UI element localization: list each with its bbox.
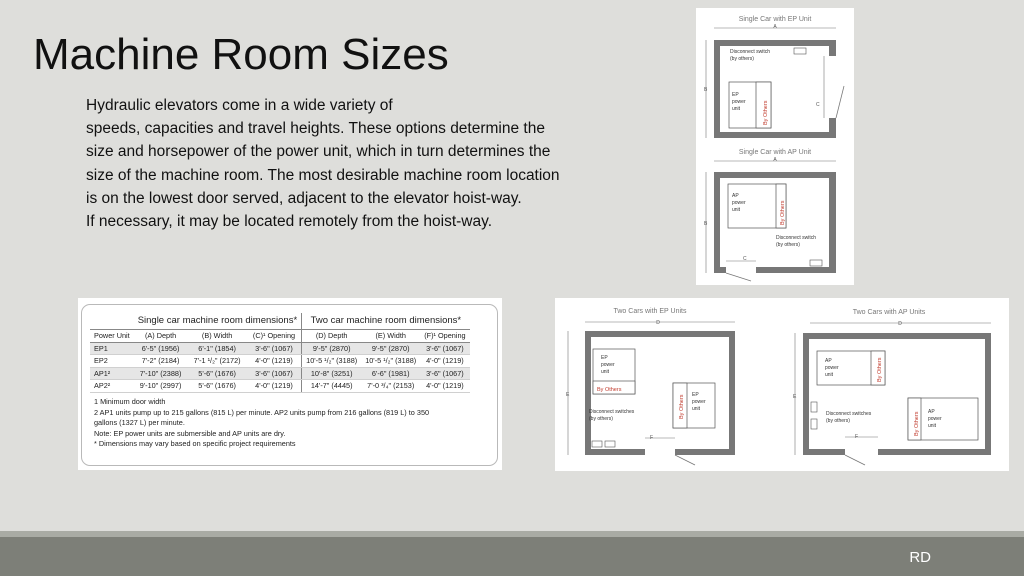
body-text: [86, 94, 631, 233]
table-cell: 5'-6" (1676): [187, 367, 246, 380]
footer-bar: [0, 531, 1024, 576]
ap-unit-label: unit: [825, 372, 834, 378]
disconnect-sub-label: (by others): [730, 56, 754, 62]
column-header: (F)¹ Opening: [420, 329, 469, 342]
table-cell: 7'-1 ¹/₂" (2172): [187, 355, 246, 368]
ap-unit-label: AP: [732, 193, 739, 199]
group-header-single: Single car machine room dimensions*: [134, 313, 302, 329]
table-cell: 4'-0" (1219): [420, 355, 469, 368]
table-cell: 9'-5" (2870): [302, 342, 362, 355]
dimensions-table-frame: [81, 304, 498, 466]
table-cell: 4'-0" (1219): [247, 355, 302, 368]
table-cell: 7'-0 ³/₄" (2153): [361, 380, 420, 393]
disconnect-sub-label: (by others): [776, 242, 800, 248]
ep-unit-label: unit: [732, 106, 741, 112]
table-note: 2 AP1 units pump up to 215 gallons (815 L) per minute. AP2 units pump from 216 gallons (819 L) to 350: [94, 407, 430, 417]
column-header: (D) Depth: [302, 329, 362, 342]
table-row: [90, 342, 470, 355]
table-cell: 5'-6" (1676): [187, 380, 246, 393]
table-cell: 4'-0" (1219): [420, 380, 469, 393]
ep-unit-label: EP: [692, 392, 699, 398]
table-note: * Dimensions may vary based on specific project requirements: [94, 439, 296, 449]
ap-unit-label: power: [825, 365, 839, 371]
dim-d-label: D: [656, 320, 660, 326]
ap-unit-label: power: [928, 416, 942, 422]
dim-e-label: E: [793, 394, 797, 400]
two-ap-caption: Two Cars with AP Units: [852, 309, 926, 316]
dim-b-label: B: [704, 221, 708, 227]
table-cell: 6'-6" (1981): [361, 367, 420, 380]
disconnect-label: Disconnect switch: [730, 49, 771, 55]
disconnect-label: Disconnect switches: [589, 409, 635, 415]
table-note: gallons (1327 L) per minute.: [94, 418, 185, 428]
disconnect-sub-label: (by others): [826, 418, 850, 424]
table-cell: EP2: [90, 355, 134, 368]
two-ep-caption: Two Cars with EP Units: [613, 308, 687, 315]
disconnect-sub-label: (by others): [589, 416, 613, 422]
dim-a-label: A: [773, 157, 777, 163]
ap-unit-label: AP: [825, 358, 832, 364]
table-cell: 7'-2" (2184): [134, 355, 188, 368]
single-car-diagrams-svg: [696, 8, 854, 285]
dim-f-label: F: [855, 434, 859, 440]
table-row: [90, 355, 470, 368]
ep-unit-label: unit: [601, 369, 610, 375]
ep-unit-label: power: [692, 399, 706, 405]
by-others-label: By Others: [597, 387, 622, 393]
dim-b-label: B: [704, 87, 708, 93]
column-header: (C)¹ Opening: [247, 329, 302, 342]
ap-unit-label: AP: [928, 409, 935, 415]
body-line: speeds, capacities and travel heights. These options determine the: [86, 120, 545, 138]
table-cell: 6'-5" (1956): [134, 342, 188, 355]
dimensions-table: [90, 313, 470, 393]
column-header: (B) Width: [187, 329, 246, 342]
by-others-label: By Others: [763, 100, 769, 125]
by-others-label: By Others: [780, 200, 786, 225]
group-header-two: Two car machine room dimensions*: [302, 313, 470, 329]
table-note: Note: EP power units are submersible and AP units are dry.: [94, 428, 286, 438]
table-cell: 3'-6" (1067): [247, 367, 302, 380]
slide-title: Machine Room Sizes: [33, 30, 449, 79]
table-cell: 10'-8" (3251): [302, 367, 362, 380]
dim-c-label: C: [743, 256, 747, 262]
table-notes: [94, 397, 429, 450]
table-cell: 3'-6" (1067): [420, 342, 469, 355]
footer-initials: RD: [909, 549, 931, 566]
disconnect-label: Disconnect switch: [776, 235, 817, 241]
ep-unit-label: EP: [601, 355, 608, 361]
disconnect-label: Disconnect switches: [826, 411, 872, 417]
table-cell: 6'-1" (1854): [187, 342, 246, 355]
body-line: size of the machine room. The most desirable machine room location: [86, 166, 560, 184]
body-line: If necessary, it may be located remotely from the hoist-way.: [86, 213, 493, 231]
body-line: size and horsepower of the power unit, which in turn determines the: [86, 143, 551, 161]
column-header: (E) Width: [361, 329, 420, 342]
dim-d-label: D: [898, 321, 902, 327]
column-header: Power Unit: [90, 329, 134, 342]
two-car-diagrams-svg: [555, 298, 1009, 471]
table-cell: 10'-5 ¹/₂" (3188): [302, 355, 362, 368]
two-car-diagrams: [555, 298, 1009, 471]
ep-unit-label: EP: [732, 92, 739, 98]
table-cell: 9'-10" (2997): [134, 380, 188, 393]
table-note: 1 Minimum door width: [94, 397, 166, 406]
dim-a-label: A: [773, 24, 777, 30]
single-car-diagrams: [696, 8, 854, 285]
table-cell: AP1²: [90, 367, 134, 380]
by-others-label: By Others: [877, 357, 883, 382]
table-cell: 10'-5 ¹/₂" (3188): [361, 355, 420, 368]
single-ep-caption: Single Car with EP Unit: [738, 16, 812, 23]
ap-unit-label: power: [732, 200, 746, 206]
ep-unit-label: power: [732, 99, 746, 105]
dim-f-label: F: [650, 435, 654, 441]
table-cell: EP1: [90, 342, 134, 355]
table-cell: 7'-10" (2388): [134, 367, 188, 380]
single-ap-caption: Single Car with AP Unit: [738, 149, 812, 156]
table-cell: AP2²: [90, 380, 134, 393]
body-line: Hydraulic elevators come in a wide variety of: [86, 97, 393, 114]
dimensions-table-panel: [78, 298, 502, 470]
ep-unit-label: unit: [692, 406, 701, 412]
column-header: (A) Depth: [134, 329, 188, 342]
dim-c-label: C: [816, 102, 820, 108]
ap-unit-label: unit: [732, 207, 741, 213]
ep-unit-label: power: [601, 362, 615, 368]
table-cell: 3'-6" (1067): [420, 367, 469, 380]
by-others-label: By Others: [914, 411, 920, 436]
table-cell: 3'-6" (1067): [247, 342, 302, 355]
table-row: [90, 367, 470, 380]
dim-e-label: E: [566, 392, 570, 398]
body-line: is on the lowest door served, adjacent to the elevator hoist-way.: [86, 189, 522, 207]
ap-unit-label: unit: [928, 423, 937, 429]
table-cell: 4'-0" (1219): [247, 380, 302, 393]
table-cell: 9'-5" (2870): [361, 342, 420, 355]
table-row: [90, 380, 470, 393]
table-cell: 14'-7" (4445): [302, 380, 362, 393]
by-others-label: By Others: [679, 394, 685, 419]
